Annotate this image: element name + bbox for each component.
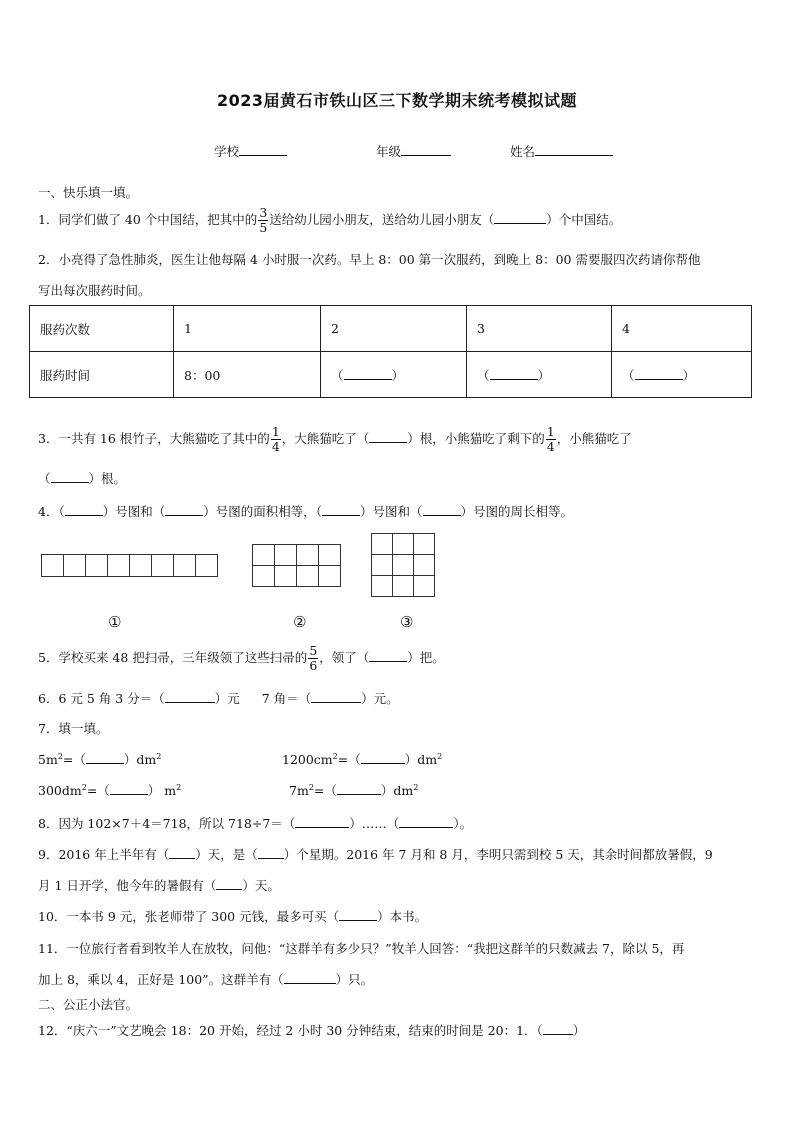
q7a-text-c: ）dm xyxy=(123,752,157,767)
q10-text-b: ）本书。 xyxy=(377,909,428,924)
page-title: 2023届黄石市铁山区三下数学期末统考模拟试题 xyxy=(216,91,578,110)
fraction xyxy=(546,425,556,454)
q7d-text-c: ）dm xyxy=(380,783,414,798)
question-7a xyxy=(38,750,161,768)
question-5 xyxy=(38,641,445,675)
numerator: 5 xyxy=(309,643,318,658)
question-3-line-1 xyxy=(38,422,632,456)
q7b-text-b: =（ xyxy=(337,752,361,767)
table-cell: 1 xyxy=(174,306,321,352)
shape-3-grid xyxy=(371,533,435,597)
table-cell: 8：00 xyxy=(174,352,321,398)
section-2-heading: 二、公正小法官。 xyxy=(38,997,139,1012)
answer-blank[interactable] xyxy=(423,503,461,516)
superscript: 2 xyxy=(81,782,87,792)
question-7c xyxy=(38,781,181,799)
question-12 xyxy=(38,1021,585,1039)
answer-blank[interactable] xyxy=(543,1022,573,1035)
numerator: 1 xyxy=(271,424,280,439)
question-1 xyxy=(38,203,621,237)
question-7d xyxy=(289,781,418,799)
q7c-text-a: 300dm xyxy=(38,783,82,798)
question-6 xyxy=(38,689,399,707)
q6-text-c: 7 角＝（ xyxy=(261,691,312,706)
answer-blank[interactable] xyxy=(339,908,377,921)
q1-text-c: ）个中国结。 xyxy=(546,212,622,227)
superscript: 2 xyxy=(332,751,338,761)
name-field[interactable] xyxy=(510,142,613,160)
answer-blank[interactable] xyxy=(311,690,361,703)
superscript: 2 xyxy=(308,782,314,792)
superscript: 2 xyxy=(57,751,63,761)
answer-blank[interactable] xyxy=(635,367,683,380)
shape-label-1: ① xyxy=(108,613,122,631)
table-cell[interactable] xyxy=(321,352,467,398)
numerator: 1 xyxy=(546,424,555,439)
q5-text-a: 5．学校买来 48 把扫帚，三年级领了这些扫帚的 xyxy=(38,650,308,665)
q9-text-b: ）天，是（ xyxy=(195,847,258,862)
q4-text-c: ）号图的面积相等，（ xyxy=(203,504,322,519)
q3-text-c: ）根，小熊猫吃了剩下的 xyxy=(407,431,545,446)
answer-blank[interactable] xyxy=(369,430,407,443)
q9-text-c: ）个星期。2016 年 7 月和 8 月，李明只需到校 5 天，其余时间都放暑假，9 xyxy=(283,847,713,862)
q3-text-f: ）根。 xyxy=(88,471,127,486)
q4-text-b: ）号图和（ xyxy=(102,504,166,519)
q5-text-b: ，领了（ xyxy=(319,650,370,665)
shape-1-grid xyxy=(41,554,218,577)
paren-close: ） xyxy=(682,367,696,383)
paren-open: （ xyxy=(622,367,635,383)
table-cell[interactable] xyxy=(612,352,752,398)
q6-text-d: ）元。 xyxy=(361,691,399,706)
answer-blank[interactable] xyxy=(337,782,381,795)
answer-blank[interactable] xyxy=(65,503,103,516)
grade-label: 年级 xyxy=(376,144,402,159)
q8-text-a: 8．因为 102×7＋4＝718，所以 718÷7＝（ xyxy=(38,816,296,831)
answer-blank[interactable] xyxy=(169,846,195,859)
answer-blank[interactable] xyxy=(344,367,392,380)
table-row xyxy=(30,306,752,352)
q11-text-a: 加上 8，乘以 4，正好是 100”。这群羊有（ xyxy=(38,972,284,987)
q3-text-e: （ xyxy=(38,471,51,486)
answer-blank[interactable] xyxy=(399,815,453,828)
q4-text-d: ）号图和（ xyxy=(359,504,423,519)
question-9-line-2 xyxy=(38,876,280,894)
question-11-line-2 xyxy=(38,970,373,988)
denominator: 4 xyxy=(546,439,555,454)
name-blank[interactable] xyxy=(535,143,613,156)
answer-blank[interactable] xyxy=(494,211,546,224)
answer-blank[interactable] xyxy=(216,877,242,890)
question-2-line-2: 写出每次服药时间。 xyxy=(38,283,151,298)
q6-text-a: 6．6 元 5 角 3 分＝（ xyxy=(38,691,165,706)
q3-text-a: 3．一共有 16 根竹子，大熊猫吃了其中的 xyxy=(38,431,270,446)
q1-text-b: 送给幼儿园小朋友，送给幼儿园小朋友（ xyxy=(269,212,495,227)
q7b-text-a: 1200cm xyxy=(282,752,333,767)
q8-text-c: ）。 xyxy=(453,816,473,831)
q7d-text-b: =（ xyxy=(313,783,337,798)
name-label: 姓名 xyxy=(510,144,536,159)
grade-blank[interactable] xyxy=(401,143,451,156)
denominator: 5 xyxy=(259,220,268,235)
q12-text-b: ） xyxy=(572,1023,586,1038)
shape-2-grid xyxy=(252,544,341,587)
q7a-text-a: 5m xyxy=(38,752,58,767)
denominator: 4 xyxy=(271,439,280,454)
answer-blank[interactable] xyxy=(322,503,360,516)
denominator: 6 xyxy=(309,658,318,673)
fraction xyxy=(258,206,268,235)
q3-text-d: ，小熊猫吃了 xyxy=(556,431,632,446)
q4-text-e: ）号图的周长相等。 xyxy=(460,504,574,519)
q9-text-a: 9．2016 年上半年有（ xyxy=(38,847,170,862)
table-cell[interactable] xyxy=(467,352,612,398)
table-row xyxy=(30,352,752,398)
table-cell: 4 xyxy=(612,306,752,352)
q7c-text-c: ） m xyxy=(147,783,177,798)
answer-blank[interactable] xyxy=(165,690,215,703)
q10-text-a: 10．一本书 9 元，张老师带了 300 元钱，最多可买（ xyxy=(38,909,340,924)
answer-blank[interactable] xyxy=(361,751,405,764)
school-blank[interactable] xyxy=(239,143,287,156)
shape-label-3: ③ xyxy=(400,613,414,631)
numerator: 3 xyxy=(259,205,268,220)
table-cell: 2 xyxy=(321,306,467,352)
table-cell: 3 xyxy=(467,306,612,352)
question-8 xyxy=(38,814,472,832)
q4-text-a: 4．（ xyxy=(38,504,65,519)
school-field[interactable] xyxy=(214,142,287,160)
answer-blank[interactable] xyxy=(490,367,538,380)
fraction xyxy=(308,644,318,673)
question-7: 7．填一填。 xyxy=(38,721,109,736)
answer-blank[interactable] xyxy=(86,751,124,764)
q11-text-b: ）只。 xyxy=(335,972,374,987)
q12-text-a: 12．“庆六一”文艺晚会 18：20 开始，经过 2 小时 30 分钟结束，结束的时间是 20：1．（ xyxy=(38,1023,543,1038)
shape-label-2: ② xyxy=(293,613,307,631)
q1-text-a: 1．同学们做了 40 个中国结，把其中的 xyxy=(38,212,258,227)
question-9-line-1 xyxy=(38,845,713,863)
question-11-line-1: 11．一位旅行者看到牧羊人在放牧，问他：“这群羊有多少只？”牧羊人回答：“我把这群羊的只数减去 7，除以 5，再 xyxy=(38,941,685,956)
q5-text-c: ）把。 xyxy=(407,650,445,665)
table-cell: 服药时间 xyxy=(30,352,174,398)
answer-blank[interactable] xyxy=(51,470,89,483)
q7d-text-a: 7m xyxy=(289,783,309,798)
school-label: 学校 xyxy=(214,144,240,159)
superscript: 2 xyxy=(176,782,182,792)
grade-field[interactable] xyxy=(376,142,451,160)
superscript: 2 xyxy=(437,751,443,761)
section-1-heading: 一、快乐填一填。 xyxy=(38,185,139,200)
q3-text-b: ，大熊猫吃了（ xyxy=(281,431,370,446)
paren-close: ） xyxy=(537,367,551,383)
paren-open: （ xyxy=(331,367,344,383)
paren-close: ） xyxy=(391,367,405,383)
q7c-text-b: =（ xyxy=(86,783,110,798)
answer-blank[interactable] xyxy=(295,815,349,828)
question-4 xyxy=(38,502,573,520)
question-10 xyxy=(38,907,427,925)
answer-blank[interactable] xyxy=(284,971,336,984)
q7a-text-b: =（ xyxy=(62,752,86,767)
q9-text-e: ）天。 xyxy=(242,878,280,893)
answer-blank[interactable] xyxy=(110,782,148,795)
q6-text-b: ）元 xyxy=(214,691,240,706)
q8-text-b: ）……（ xyxy=(349,816,400,831)
superscript: 2 xyxy=(413,782,419,792)
answer-blank[interactable] xyxy=(369,649,407,662)
fraction xyxy=(271,425,281,454)
answer-blank[interactable] xyxy=(258,846,284,859)
paren-open: （ xyxy=(477,367,490,383)
q9-text-d: 月 1 日开学，他今年的暑假有（ xyxy=(38,878,217,893)
q7b-text-c: ）dm xyxy=(404,752,438,767)
medicine-table xyxy=(29,305,752,398)
question-2-line-1: 2．小亮得了急性肺炎，医生让他每隔 4 小时服一次药。早上 8：00 第一次服药，到晚上 8：00 需要服四次药请你帮他 xyxy=(38,252,701,267)
question-7b xyxy=(282,750,442,768)
table-cell: 服药次数 xyxy=(30,306,174,352)
superscript: 2 xyxy=(156,751,162,761)
question-3-line-2 xyxy=(38,469,126,487)
answer-blank[interactable] xyxy=(165,503,203,516)
